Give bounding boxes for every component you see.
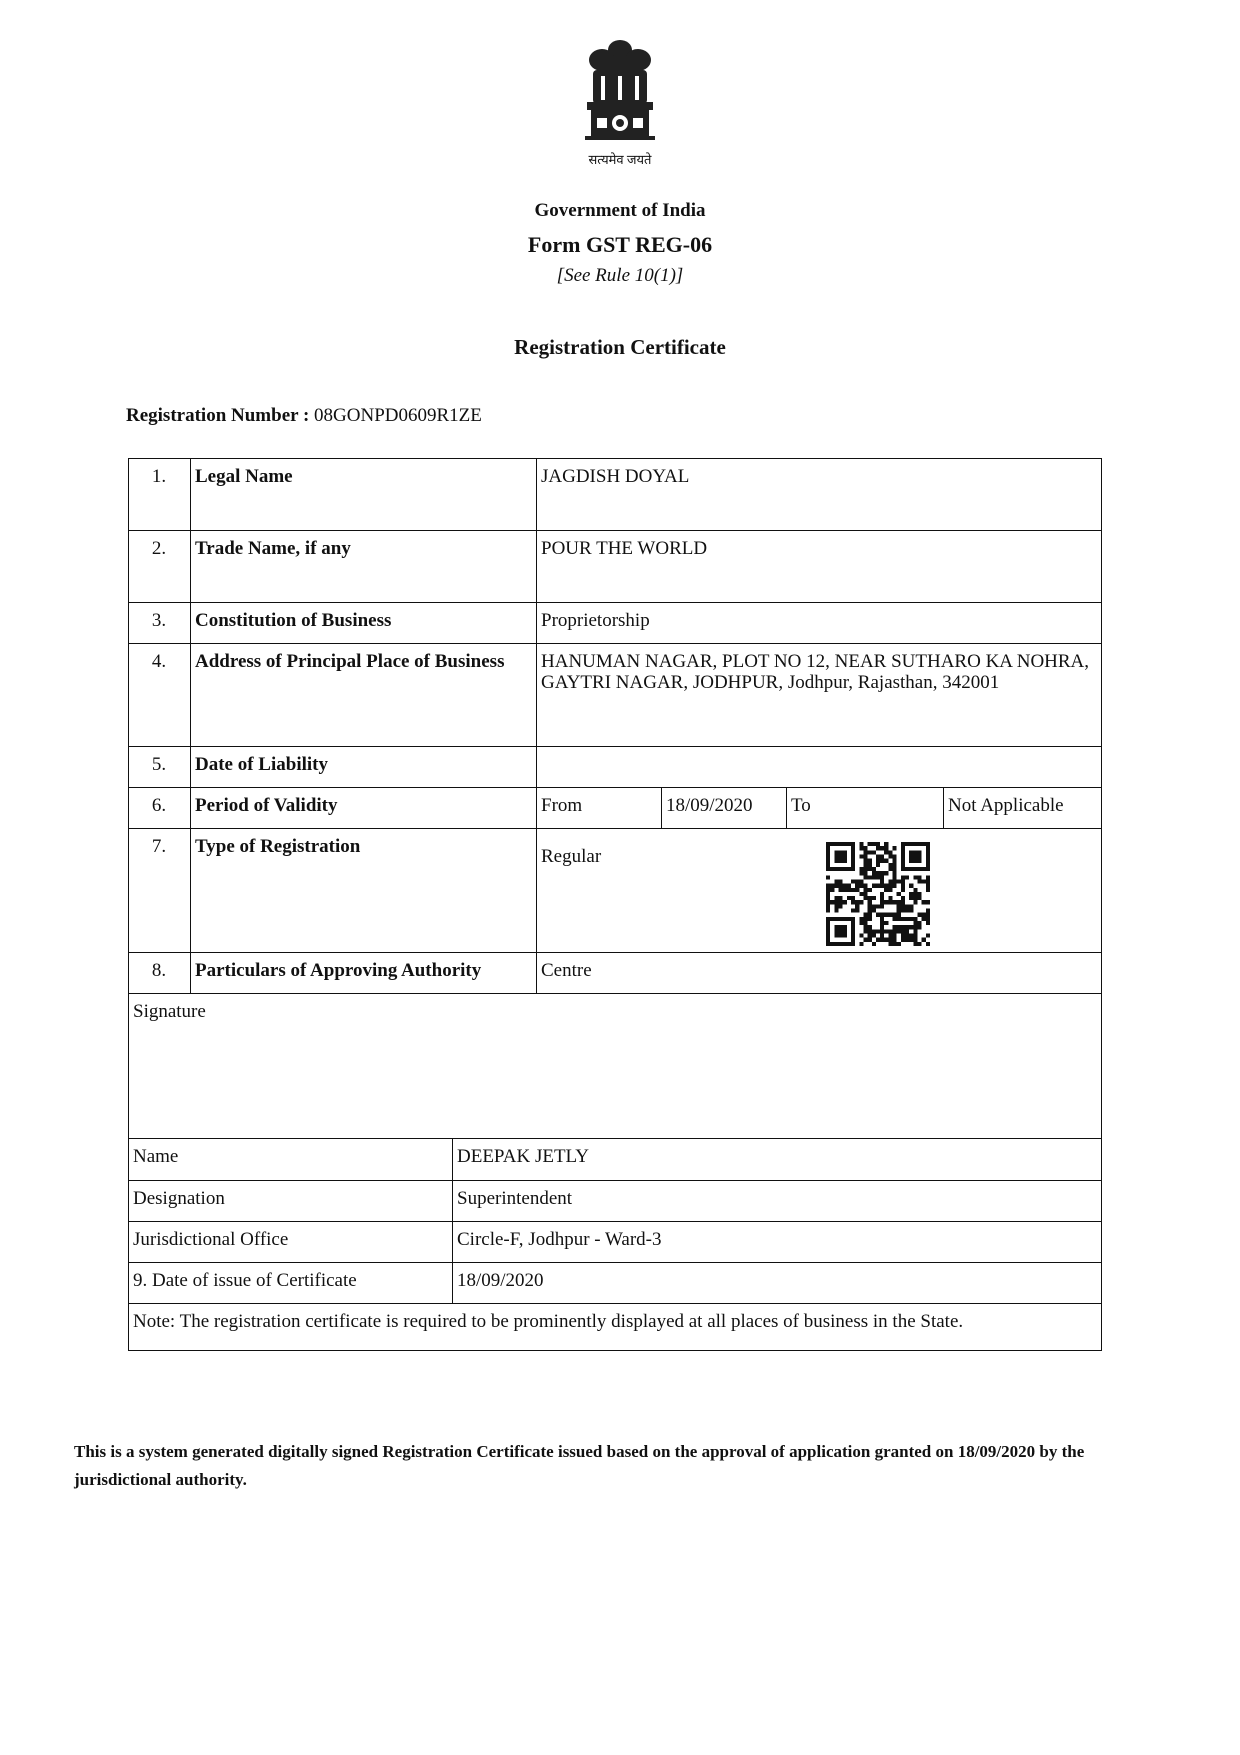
- address-value: HANUMAN NAGAR, PLOT NO 12, NEAR SUTHARO KA NOHRA, GAYTRI NAGAR, JODHPUR, Jodhpur, Rajasthan, 342001: [541, 651, 1090, 693]
- government-heading: Government of India: [534, 200, 706, 221]
- period-of-validity-label: Period of Validity: [195, 795, 338, 816]
- address-label: Address of Principal Place of Business: [195, 651, 505, 672]
- issue-date-label: 9. Date of issue of Certificate: [133, 1270, 357, 1291]
- validity-to-label: To: [791, 795, 811, 816]
- row-number: 3.: [151, 610, 167, 631]
- registration-number-value: 08GONPD0609R1ZE: [314, 405, 482, 426]
- display-note: Note: The registration certificate is required to be prominently displayed at all places of business in the State.: [133, 1311, 964, 1332]
- row-number: 8.: [151, 960, 167, 981]
- row-number: 7.: [151, 836, 167, 857]
- date-of-liability-label: Date of Liability: [195, 754, 328, 775]
- emblem-motto: सत्यमेव जयते: [588, 152, 652, 167]
- issue-date-value: 18/09/2020: [457, 1270, 544, 1291]
- approving-authority-label: Particulars of Approving Authority: [195, 960, 482, 981]
- signatory-name-label: Name: [133, 1146, 179, 1167]
- registration-number-label: Registration Number :: [126, 405, 310, 426]
- row-number: 2.: [151, 538, 167, 559]
- designation-value: Superintendent: [457, 1188, 573, 1209]
- form-title: Form GST REG-06: [527, 232, 713, 257]
- row-number: 1.: [151, 466, 167, 487]
- type-of-registration-label: Type of Registration: [195, 836, 361, 857]
- signatory-name-value: DEEPAK JETLY: [457, 1146, 589, 1167]
- row-number: 6.: [151, 795, 167, 816]
- validity-to-value: Not Applicable: [948, 795, 1064, 816]
- type-of-registration-value: Regular: [541, 846, 602, 867]
- trade-name-label: Trade Name, if any: [195, 538, 351, 559]
- constitution-label: Constitution of Business: [195, 610, 392, 631]
- qr-code: [826, 842, 930, 946]
- trade-name-value: POUR THE WORLD: [541, 538, 708, 559]
- jurisdictional-office-label: Jurisdictional Office: [133, 1229, 289, 1250]
- signature-label: Signature: [133, 1001, 206, 1022]
- details-table: [128, 458, 1102, 1351]
- legal-name-label: Legal Name: [195, 466, 293, 487]
- designation-label: Designation: [133, 1188, 225, 1209]
- validity-from-label: From: [541, 795, 583, 816]
- row-number: 5.: [151, 754, 167, 775]
- date-of-liability-value: [536, 746, 1102, 762]
- approving-authority-value: Centre: [541, 960, 592, 981]
- legal-name-value: JAGDISH DOYAL: [541, 466, 690, 487]
- constitution-value: Proprietorship: [541, 610, 650, 631]
- rule-reference: [See Rule 10(1)]: [556, 265, 684, 286]
- certificate-title: Registration Certificate: [514, 335, 726, 359]
- system-generated-note: This is a system generated digitally signed Registration Certificate issued based on the approval of application granted on 18/09/2020 by the jurisdictional authority.: [74, 1442, 1085, 1489]
- validity-from-date: 18/09/2020: [666, 795, 753, 816]
- row-number: 4.: [151, 651, 167, 672]
- national-emblem-icon: [575, 36, 665, 166]
- jurisdictional-office-value: Circle-F, Jodhpur - Ward-3: [457, 1229, 662, 1250]
- registration-number: [126, 405, 482, 427]
